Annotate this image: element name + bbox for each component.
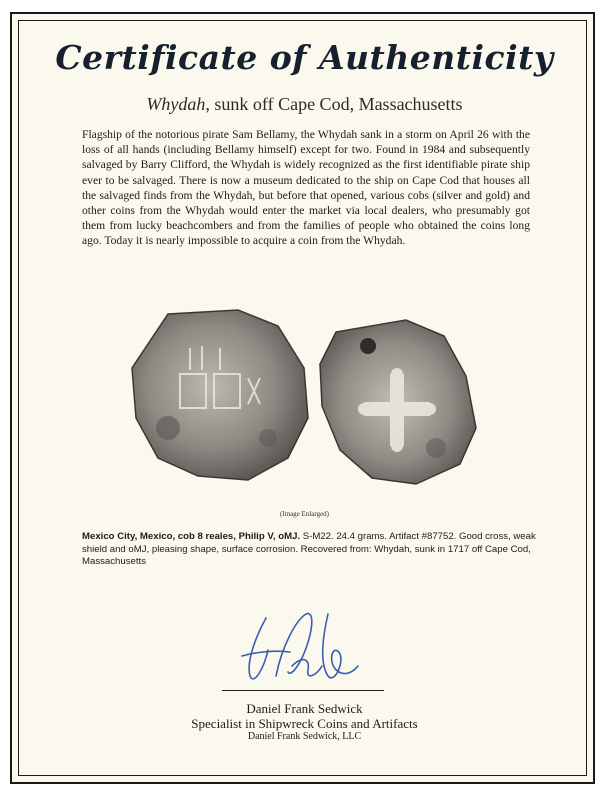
signature-line [222,690,384,691]
coin-description [82,531,542,569]
signer-title: Specialist in Shipwreck Coins and Artifacts [191,716,418,731]
coin-obverse-image [128,308,310,486]
signer-company: Daniel Frank Sedwick, LLC [247,731,362,742]
certificate-subtitle [0,94,609,115]
subtitle-location: , sunk off Cape Cod, Massachusetts [205,94,463,114]
image-enlarged-caption: (Image Enlarged) [279,510,330,518]
coin-details: S-M22. 24.4 grams. Artifact #87752. Good cross, weak shield and oMJ, pleasing shape, surface corrosion. Recovered from: Whydah, sunk in 1717 off Cape Cod, Massachusetts [82,531,536,568]
coin-title: Mexico City, Mexico, cob 8 reales, Philip V, oMJ. [82,531,301,542]
coin-reverse-image [316,318,478,488]
history-paragraph: Flagship of the notorious pirate Sam Bellamy, the Whydah sank in a storm on April 26 with the loss of all hands (including Bellamy himself) except for two. Found in 1984 and subsequently salvaged by Barry Clifford, the Whydah is widely recognized as the first identifiable pirate ship ever to be salvaged. There is now a museum dedicated to the ship on Cape Cod that houses all the salvaged finds from the Whydah, but before that opened, various cobs (silver and gold) and other coins from the Whydah would enter the market via local dealers, who presumably got them from lucky beachcombers and from the families of people who obtained the coins long ago. Today it is nearly impossible to acquire a coin from the Whydah. [82,128,530,248]
signature-image [236,606,362,688]
certificate-title: Certificate of Authenticity [55,38,554,77]
signer-name: Daniel Frank Sedwick [246,701,363,716]
ship-name: Whydah [146,94,206,114]
